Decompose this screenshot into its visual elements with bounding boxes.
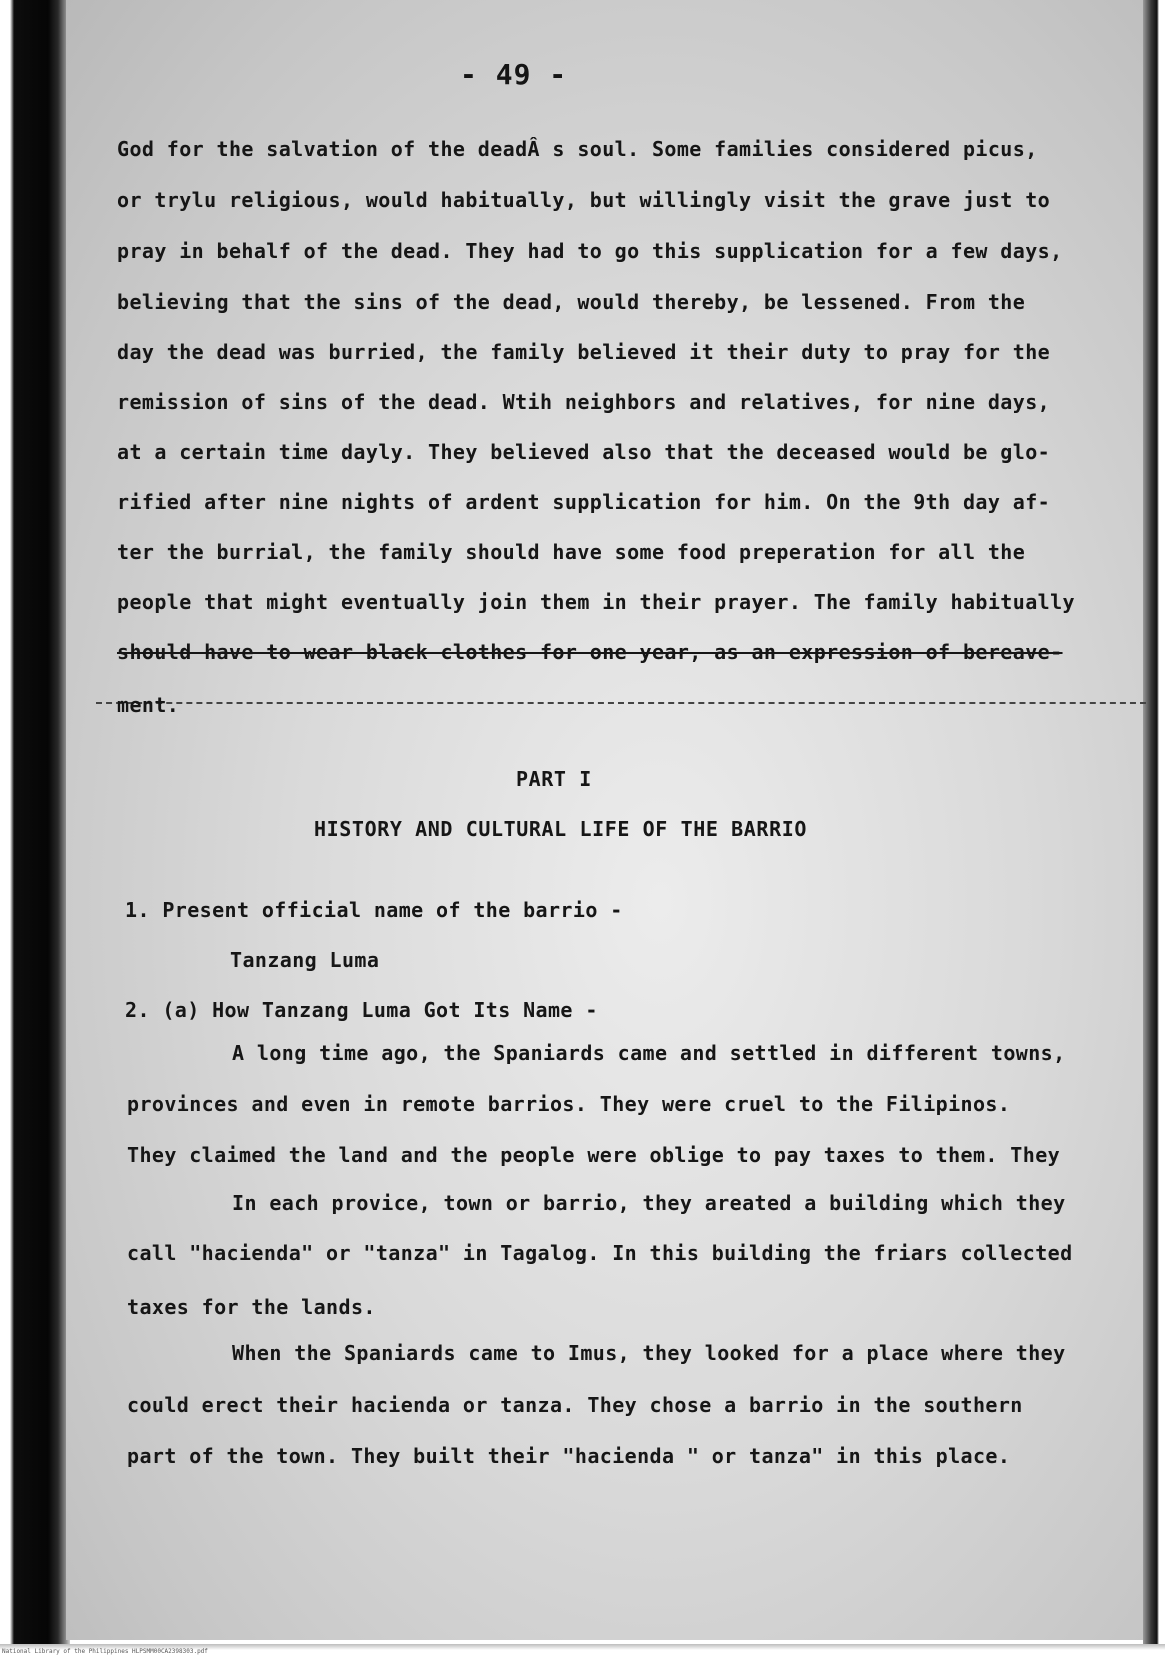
- paragraph-line: ment.: [117, 693, 180, 717]
- paragraph-line: ter the burrial, the family should have some food preperation for all the: [117, 540, 1026, 564]
- body-line: could erect their hacienda or tanza. They chose a barrio in the southern: [127, 1393, 1023, 1417]
- paragraph-line: rified after nine nights of ardent supplication for him. On the 9th day af-: [117, 490, 1051, 514]
- body-line: part of the town. They built their "hacienda " or tanza" in this place.: [127, 1444, 1011, 1468]
- paragraph-line: day the dead was burried, the family believed it their duty to pray for the: [117, 340, 1051, 364]
- paragraph-line: people that might eventually join them in their prayer. The family habitually: [117, 590, 1075, 614]
- scan-right-edge: [1143, 0, 1165, 1658]
- paragraph-line: pray in behalf of the dead. They had to go this supplication for a few days,: [117, 239, 1063, 263]
- body-line: provinces and even in remote barrios. They were cruel to the Filipinos.: [127, 1092, 1011, 1116]
- dashed-rule: [96, 702, 1146, 704]
- part-heading: PART I: [516, 767, 592, 791]
- item-2-label: 2. (a) How Tanzang Luma Got Its Name -: [125, 998, 598, 1022]
- item-1-label: 1. Present official name of the barrio -: [125, 898, 623, 922]
- paragraph-line: God for the salvation of the deadÂ s soul. Some families considered picus,: [117, 137, 1038, 161]
- body-line: call "hacienda" or "tanza" in Tagalog. In this building the friars collected: [127, 1241, 1073, 1265]
- body-line: taxes for the lands.: [127, 1295, 376, 1319]
- body-line: A long time ago, the Spaniards came and settled in different towns,: [232, 1041, 1066, 1065]
- scan-footer-text: National Library of the Philippines HLPSMM00CA2398303.pdf: [2, 1648, 208, 1655]
- struck-through-line: should have to wear black clothes for one year, as an expression of bereave-: [117, 640, 1063, 664]
- body-line: In each provice, town or barrio, they areated a building which they: [232, 1191, 1066, 1215]
- body-line: When the Spaniards came to Imus, they looked for a place where they: [232, 1341, 1066, 1365]
- item-1-value: Tanzang Luma: [230, 948, 380, 972]
- paragraph-line: at a certain time dayly. They believed also that the deceased would be glo-: [117, 440, 1051, 464]
- section-heading: HISTORY AND CULTURAL LIFE OF THE BARRIO: [314, 817, 807, 841]
- paragraph-line: believing that the sins of the dead, would thereby, be lessened. From the: [117, 290, 1026, 314]
- scan-left-binding-shadow: [0, 0, 70, 1658]
- paragraph-line: remission of sins of the dead. Wtih neighbors and relatives, for nine days,: [117, 390, 1051, 414]
- page-number: - 49 -: [460, 58, 568, 91]
- paragraph-line: or trylu religious, would habitually, but willingly visit the grave just to: [117, 188, 1051, 212]
- body-line: They claimed the land and the people were oblige to pay taxes to them. They: [127, 1143, 1061, 1167]
